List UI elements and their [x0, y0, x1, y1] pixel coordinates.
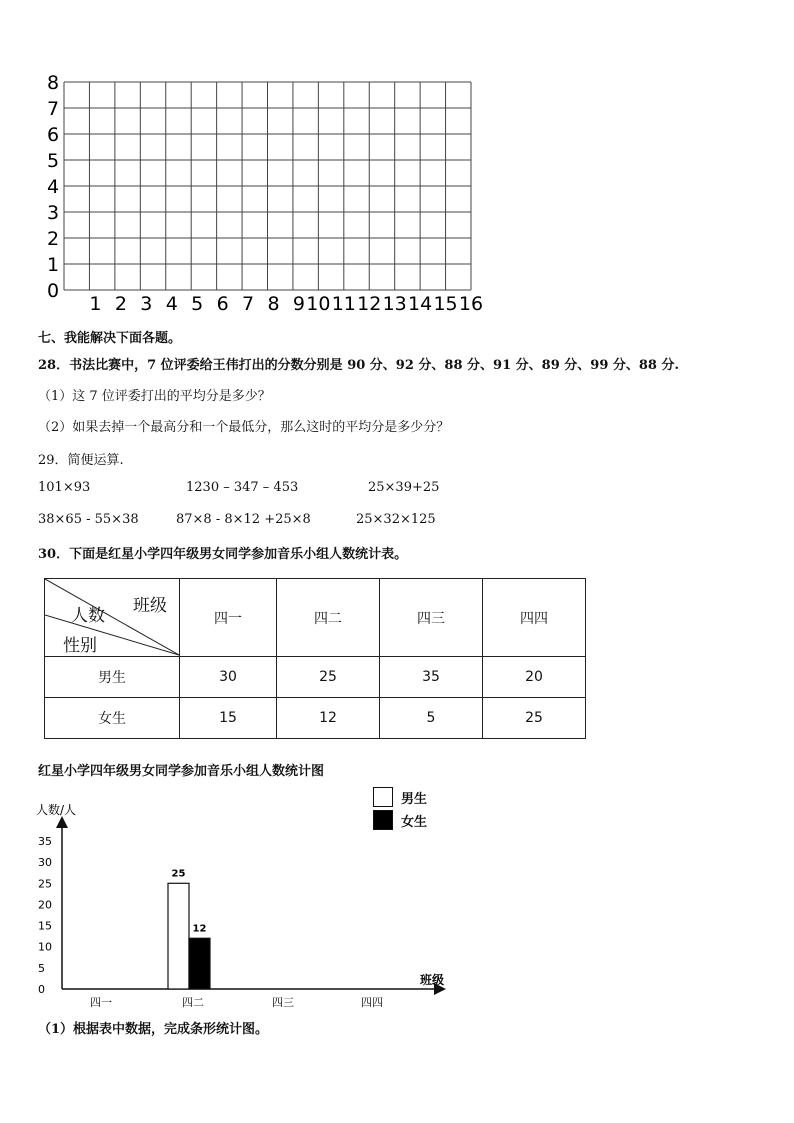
grid-x-tick: 9 [292, 293, 305, 315]
grid-y-tick: 2 [47, 228, 60, 250]
x-tick-label: 四一 [90, 996, 112, 1009]
calc-6: 25×32×125 [356, 512, 436, 527]
table-col-header: 四三 [380, 579, 483, 657]
table-row-label: 女生 [45, 698, 180, 739]
grid-y-tick: 3 [47, 202, 60, 224]
grid-y-ticks [47, 72, 59, 302]
grid-x-tick: 2 [114, 293, 127, 315]
table-cell: 35 [380, 657, 483, 698]
table-row-label: 男生 [45, 657, 180, 698]
y-tick-label: 0 [38, 983, 45, 996]
table-col-header: 四一 [180, 579, 277, 657]
question-28-part-2: （2）如果去掉一个最高分和一个最低分，那么这时的平均分是多少分？ [38, 420, 450, 435]
bar-data-label: 25 [171, 868, 186, 880]
table-corner-cell [45, 579, 180, 657]
coordinate-grid [0, 0, 794, 330]
chart-title: 红星小学四年级男女同学参加音乐小组人数统计图 [38, 764, 325, 779]
table-cell: 25 [483, 698, 586, 739]
table-cell: 12 [277, 698, 380, 739]
table-row [45, 698, 586, 739]
table-col-header: 四二 [277, 579, 380, 657]
y-tick-label: 5 [38, 961, 45, 975]
table-cell: 30 [180, 657, 277, 698]
legend-label-girls: 女生 [401, 815, 428, 830]
bar-女生-四二 [189, 938, 210, 989]
x-tick-label: 四二 [182, 996, 204, 1009]
grid-x-tick: 12 [357, 293, 382, 315]
x-tick-label: 四三 [272, 996, 294, 1009]
y-tick-label: 25 [38, 877, 52, 891]
grid-x-ticks [89, 293, 483, 315]
table-cell: 25 [277, 657, 380, 698]
calc-2: 1230 – 347 – 453 [186, 480, 299, 495]
corner-label-class: 班级 [133, 596, 167, 616]
x-axis-label: 班级 [420, 973, 445, 987]
legend-label-boys: 男生 [401, 792, 428, 807]
grid-x-tick: 5 [191, 293, 204, 315]
grid-y-tick: 6 [47, 124, 60, 146]
question-30: 30．下面是红星小学四年级男女同学参加音乐小组人数统计表。 [38, 547, 408, 562]
grid-x-tick: 11 [331, 293, 356, 315]
grid-x-tick: 13 [382, 293, 407, 315]
grid-x-tick: 8 [267, 293, 280, 315]
grid-y-tick: 5 [47, 150, 60, 172]
grid-y-tick: 1 [47, 254, 60, 276]
table-cell: 20 [483, 657, 586, 698]
grid-x-tick: 14 [408, 293, 433, 315]
x-tick-label: 四四 [361, 996, 383, 1009]
music-group-table [44, 578, 586, 739]
grid-x-tick: 1 [89, 293, 102, 315]
grid-y-tick: 0 [47, 280, 60, 302]
grid-y-tick: 7 [47, 98, 60, 120]
question-28: 28．书法比赛中，7 位评委给王伟打出的分数分别是 90 分、92 分、88 分、91 分、89 分、99 分、88 分. [38, 358, 680, 373]
question-30-part-1: （1）根据表中数据，完成条形统计图。 [38, 1022, 269, 1037]
bar-男生-四二 [168, 883, 189, 989]
question-29-title: 29．简便运算. [38, 453, 124, 468]
grid-x-tick: 7 [242, 293, 255, 315]
grid-y-tick: 4 [47, 176, 60, 198]
grid-x-tick: 10 [306, 293, 331, 315]
grid-x-tick: 4 [165, 293, 178, 315]
bar-data-label: 12 [192, 923, 207, 935]
grid-x-tick: 15 [433, 293, 458, 315]
table-cell: 15 [180, 698, 277, 739]
y-tick-label: 20 [38, 898, 52, 912]
calc-3: 25×39+25 [368, 480, 440, 495]
y-axis-label: 人数/人 [36, 803, 77, 817]
table-col-header: 四四 [483, 579, 586, 657]
table-cell: 5 [380, 698, 483, 739]
corner-label-gender: 性别 [63, 636, 97, 656]
grid-x-tick: 6 [216, 293, 229, 315]
question-28-part-1: （1）这 7 位评委打出的平均分是多少？ [38, 389, 271, 404]
grid-y-tick: 8 [47, 72, 60, 94]
section-heading: 七、我能解决下面各题。 [38, 331, 182, 346]
grid-x-tick: 16 [458, 293, 484, 315]
grid-x-tick: 3 [140, 293, 153, 315]
y-tick-label: 35 [38, 835, 52, 848]
y-tick-label: 30 [38, 856, 52, 870]
grid-lines [64, 82, 471, 290]
calc-5: 87×8 - 8×12 +25×8 [176, 512, 311, 527]
bar-chart [0, 790, 794, 1010]
corner-label-count: 人数 [71, 606, 105, 626]
calc-4: 38×65 - 55×38 [38, 512, 139, 527]
y-tick-label: 10 [38, 940, 52, 954]
calc-1: 101×93 [38, 480, 91, 495]
y-tick-label: 15 [38, 919, 52, 933]
table-row [45, 657, 586, 698]
